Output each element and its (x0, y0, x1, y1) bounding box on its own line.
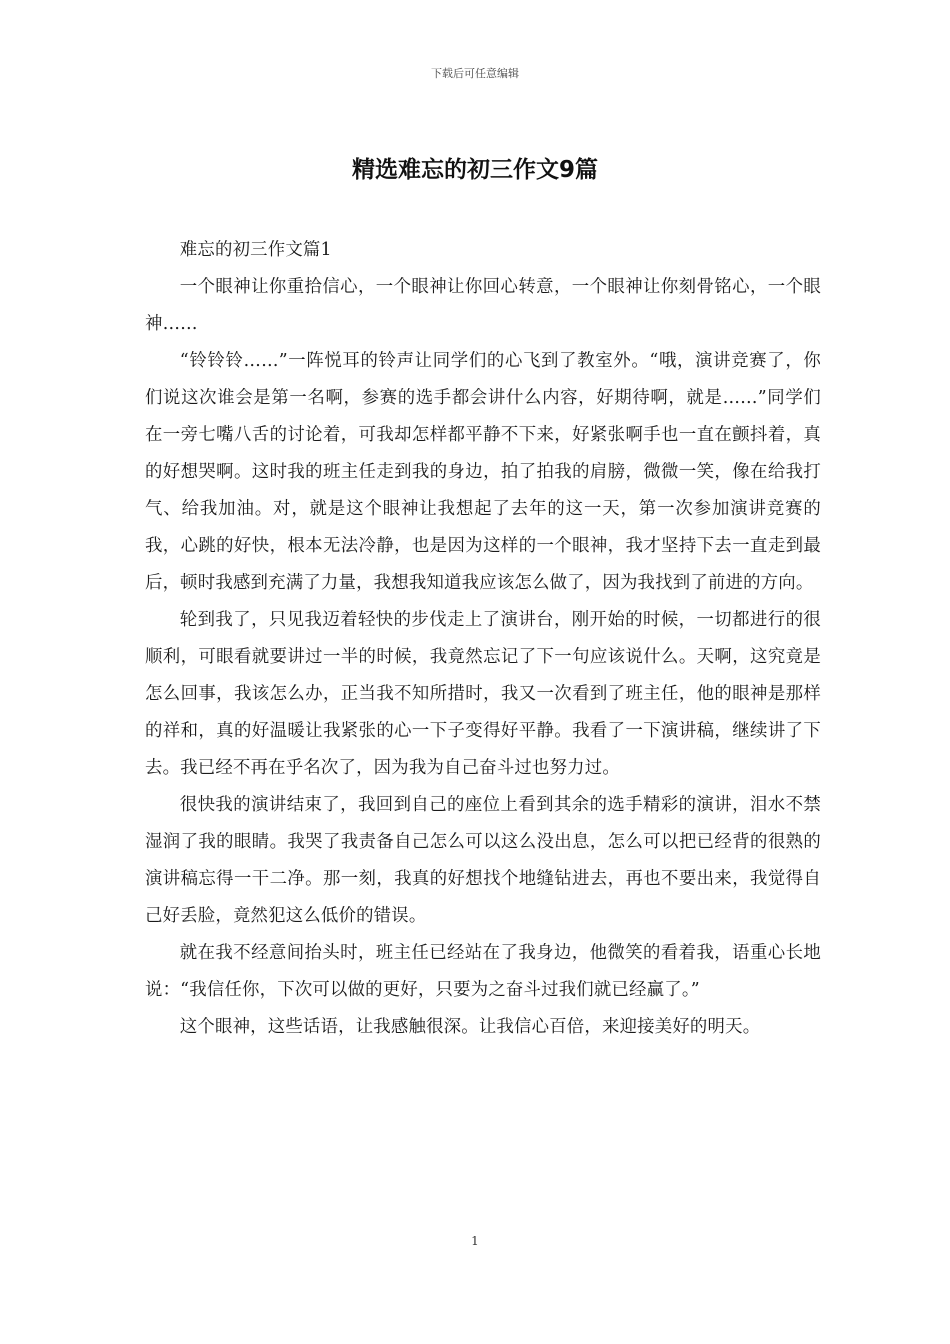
section-heading: 难忘的初三作文篇1 (179, 240, 332, 260)
document-body (145, 232, 821, 1046)
paragraph: 这个眼神，这些话语，让我感触很深。让我信心百倍，来迎接美好的明天。 (179, 1017, 761, 1037)
paragraph: “铃铃铃……”一阵悦耳的铃声让同学们的心飞到了教室外。“哦，演讲竞赛了，你们说这次谁会是第一名啊，参赛的选手都会讲什么内容，好期待啊，就是……”同学们在一旁七嘴八舌的讨论着，可我却怎样都平静不下来，好紧张啊手也一直在颤抖着，真的好想哭啊。这时我的班主任走到我的身边，拍了拍我的肩膀，微微一笑，像在给我打气、给我加油。对，就是这个眼神让我想起了去年的这一天，第一次参加演讲竞赛的我，心跳的好快，根本无法冷静，也是因为这样的一个眼神，我才坚持下去一直走到最后，顿时我感到充满了力量，我想我知道我应该怎么做了，因为我找到了前进的方向。 (145, 351, 821, 593)
page-number: 1 (471, 1234, 479, 1248)
paragraph: 轮到我了，只见我迈着轻快的步伐走上了演讲台，刚开始的时候，一切都进行的很顺利，可眼看就要讲过一半的时候，我竟然忘记了下一句应该说什么。天啊，这究竟是怎么回事，我该怎么办，正当我不知所措时，我又一次看到了班主任，他的眼神是那样的祥和，真的好温暖让我紧张的心一下子变得好平静。我看了一下演讲稿，继续讲了下去。我已经不再在乎名次了，因为我为自己奋斗过也努力过。 (145, 610, 821, 778)
document-title: 精选难忘的初三作文9篇 (351, 157, 598, 183)
paragraph: 很快我的演讲结束了，我回到自己的座位上看到其余的选手精彩的演讲，泪水不禁湿润了我的眼睛。我哭了我责备自己怎么可以这么没出息，怎么可以把已经背的很熟的演讲稿忘得一干二净。那一刻，我真的好想找个地缝钻进去，再也不要出来，我觉得自己好丢脸，竟然犯这么低价的错误。 (145, 795, 821, 926)
paragraph: 一个眼神让你重拾信心，一个眼神让你回心转意，一个眼神让你刻骨铭心，一个眼神…… (145, 277, 821, 334)
paragraph: 就在我不经意间抬头时，班主任已经站在了我身边，他微笑的看着我，语重心长地说：“我信任你，下次可以做的更好，只要为之奋斗过我们就已经赢了。” (145, 943, 821, 1000)
page-header: 下载后可任意编辑 (431, 67, 519, 80)
